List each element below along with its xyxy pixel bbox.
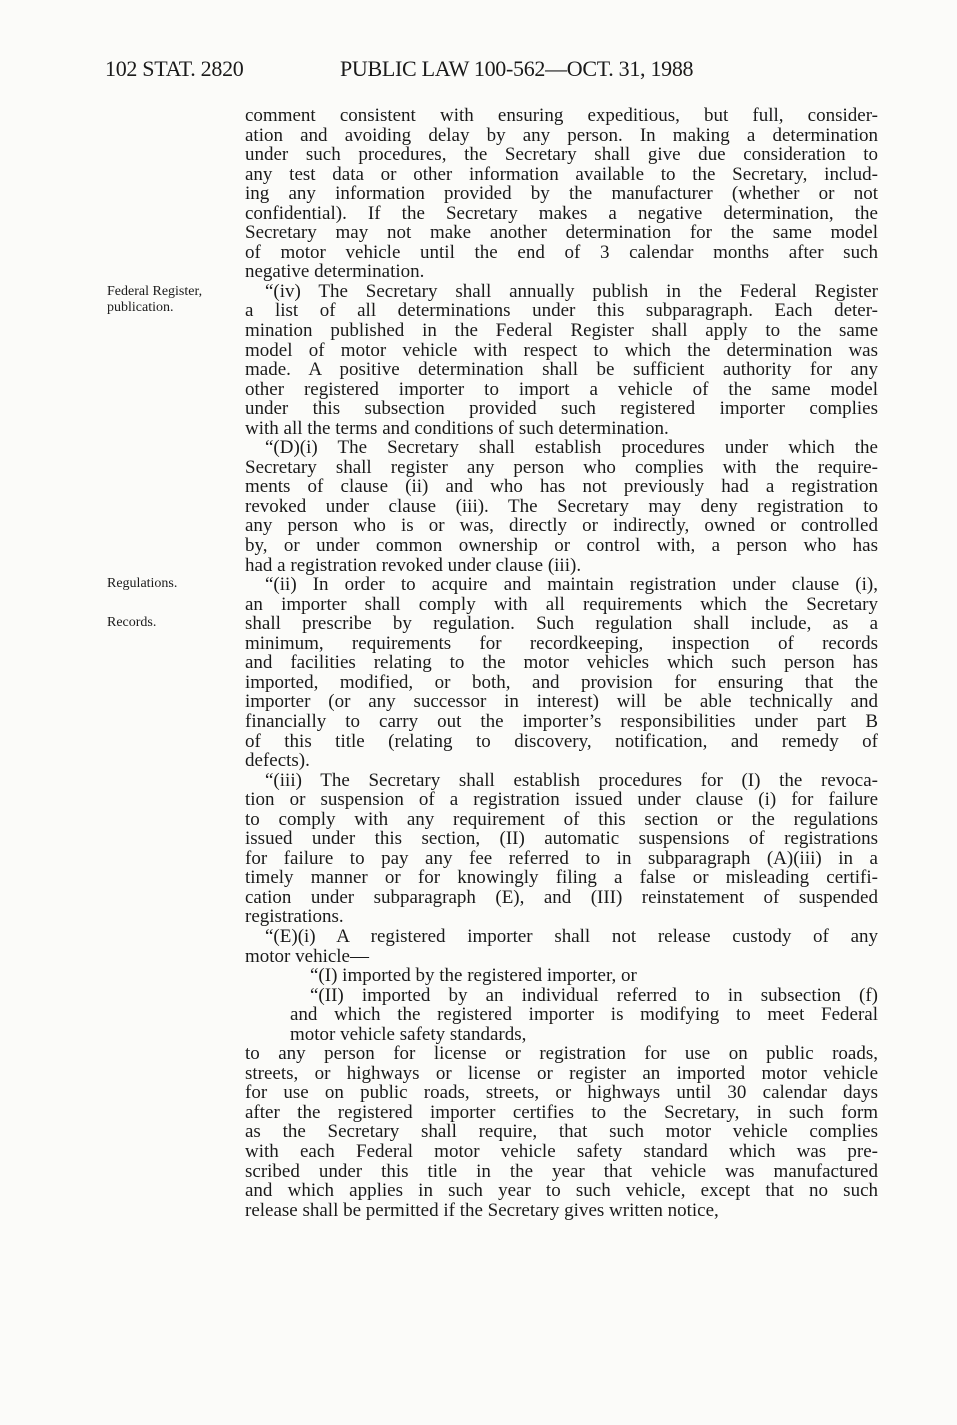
text-line: model of motor vehicle with respect to which the determination was xyxy=(245,340,878,361)
text-line: imported, modified, or both, and provision for ensuring that the xyxy=(245,672,878,693)
text-line: financially to carry out the importer’s responsibilities under part B xyxy=(245,711,878,732)
text-line: with all the terms and conditions of such determination. xyxy=(245,418,669,439)
text-line: had a registration revoked under clause (iii). xyxy=(245,555,582,576)
text-line: cation under subparagraph (E), and (III) reinstatement of suspended xyxy=(245,887,878,908)
text-line: “(D)(i) The Secretary shall establish procedures under which the xyxy=(265,438,878,458)
margin-note-records: Records. xyxy=(107,615,157,630)
paragraph xyxy=(245,1044,878,1220)
text-line: ation and avoiding delay by any person. In making a determination xyxy=(245,125,878,146)
text-line: to comply with any requirement of this section or the regulations xyxy=(245,809,878,830)
text-line: “(iii) The Secretary shall establish procedures for (I) the revoca- xyxy=(265,770,878,791)
margin-note-federal-register: Federal Register, publication. xyxy=(107,284,203,315)
text-line: scribed under this title in the year that vehicle was manufactured xyxy=(245,1161,878,1182)
text-line: a list of all determinations under this subparagraph. Each deter- xyxy=(245,301,878,322)
text-line: with each Federal motor vehicle safety standard which was pre- xyxy=(245,1141,878,1162)
text-line: registrations. xyxy=(245,907,344,927)
text-line: ing any information provided by the manufacturer (whether or not xyxy=(245,184,878,204)
text-line: of this title (relating to discovery, notification, and remedy of xyxy=(245,731,878,752)
text-line: any person who is or was, directly or indirectly, owned or controlled xyxy=(245,516,878,537)
text-line: and which applies in such year to such vehicle, except that no such xyxy=(245,1181,878,1201)
paragraph xyxy=(245,282,878,438)
paragraph xyxy=(245,771,878,927)
text-line: comment consistent with ensuring expeditious, but full, consider- xyxy=(245,106,878,126)
text-line: Secretary shall register any person who complies with the require- xyxy=(245,457,878,478)
text-line: Secretary may not make another determination for the same model xyxy=(245,223,878,243)
text-line: revoked under clause (iii). The Secretary may deny registration to xyxy=(245,496,878,517)
text-line: negative determination. xyxy=(245,262,425,282)
text-line: and facilities relating to the motor vehicles which such person has xyxy=(245,653,878,673)
text-line: defects). xyxy=(245,751,310,771)
text-line: after the registered importer certifies to the Secretary, in such form xyxy=(245,1102,878,1123)
text-line: confidential). If the Secretary makes a negative determination, the xyxy=(245,203,878,224)
text-line: under such procedures, the Secretary shall give due consideration to xyxy=(245,145,878,165)
page-stat-number: 102 STAT. 2820 xyxy=(105,56,244,81)
paragraph xyxy=(245,575,878,770)
text-line: by, or under common ownership or control with, a person who has xyxy=(245,536,878,556)
text-line: and which the registered importer is modifying to meet Federal xyxy=(290,1005,878,1025)
text-line: release shall be permitted if the Secretary gives written notice, xyxy=(245,1200,719,1221)
paragraph xyxy=(245,986,878,1045)
text-line: motor vehicle safety standards, xyxy=(290,1024,527,1045)
running-header: PUBLIC LAW 100-562—OCT. 31, 1988 xyxy=(340,56,694,81)
text-line: shall prescribe by regulation. Such regulation shall include, as a xyxy=(245,614,878,634)
paragraph xyxy=(245,438,878,575)
text-line: timely manner or for knowingly filing a false or misleading certifi- xyxy=(245,868,878,888)
text-line: tion or suspension of a registration issued under clause (i) for failure xyxy=(245,790,878,810)
text-line: minimum, requirements for recordkeeping, inspection of records xyxy=(245,633,878,654)
body-text xyxy=(245,106,878,1220)
paragraph xyxy=(245,106,878,282)
paragraph xyxy=(245,966,878,986)
text-line: for use on public roads, streets, or highways until 30 calendar days xyxy=(245,1083,878,1103)
text-line: ments of clause (ii) and who has not previously had a registration xyxy=(245,477,878,497)
text-line: under this subsection provided such registered importer complies xyxy=(245,399,878,419)
text-line: as the Secretary shall require, that such motor vehicle complies xyxy=(245,1122,878,1142)
text-line: for failure to pay any fee referred to in subparagraph (A)(iii) in a xyxy=(245,848,878,869)
paragraph xyxy=(245,927,878,966)
margin-note-regulations: Regulations. xyxy=(107,576,178,591)
text-line: streets, or highways or license or register an imported motor vehicle xyxy=(245,1063,878,1084)
text-line: of motor vehicle until the end of 3 calendar months after such xyxy=(245,242,878,263)
text-line: motor vehicle— xyxy=(245,946,369,967)
text-line: issued under this section, (II) automatic suspensions of registrations xyxy=(245,829,878,849)
text-line: mination published in the Federal Register shall apply to the same xyxy=(245,321,878,341)
text-line: other registered importer to import a vehicle of the same model xyxy=(245,379,878,400)
text-line: “(ii) In order to acquire and maintain registration under clause (i), xyxy=(265,575,878,595)
text-line: “(iv) The Secretary shall annually publish in the Federal Register xyxy=(265,281,878,302)
text-line: “(II) imported by an individual referred to in subsection (f) xyxy=(310,985,878,1006)
text-line: “(E)(i) A registered importer shall not release custody of any xyxy=(265,926,878,947)
text-line: made. A positive determination shall be sufficient authority for any xyxy=(245,360,878,380)
text-line: an importer shall comply with all requirements which the Secretary xyxy=(245,594,878,615)
text-line: any test data or other information available to the Secretary, includ- xyxy=(245,164,878,185)
text-line: importer (or any successor in interest) will be able technically and xyxy=(245,692,878,712)
text-line: “(I) imported by the registered importer, or xyxy=(310,966,637,986)
text-line: to any person for license or registration for use on public roads, xyxy=(245,1044,878,1064)
